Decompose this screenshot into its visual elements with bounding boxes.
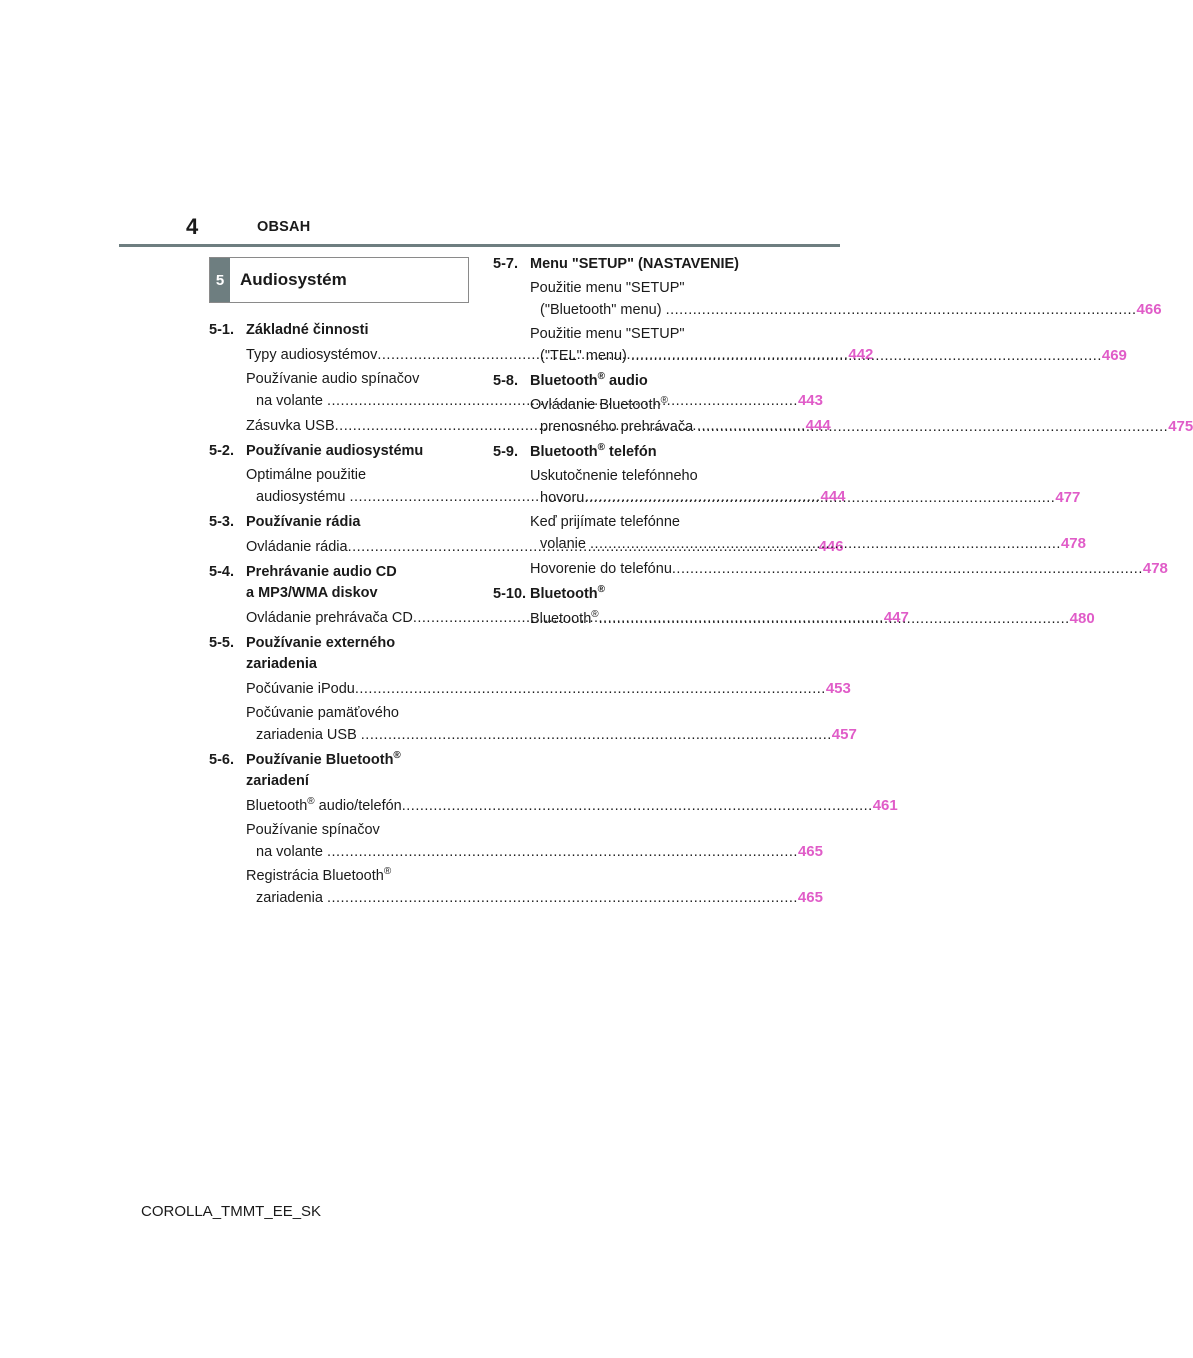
entry-text: zariadenia USB bbox=[256, 727, 361, 743]
page-link[interactable]: 465 bbox=[797, 889, 823, 906]
dot-leader bbox=[599, 609, 1070, 630]
section-title: Základné činnosti bbox=[246, 322, 369, 338]
entry-text: Keď prijímate telefónne bbox=[530, 514, 680, 530]
section-title: Používanie externého bbox=[246, 635, 396, 651]
page-link[interactable]: 443 bbox=[797, 392, 823, 409]
entry-text: hovoru bbox=[540, 490, 585, 506]
entry-text: Počúvanie pamäťového bbox=[246, 705, 399, 721]
section-title: Bluetooth bbox=[530, 444, 598, 460]
toc-entry[interactable] bbox=[209, 795, 898, 817]
toc-section-5-9 bbox=[493, 442, 763, 463]
footer-document-code: COROLLA_TMMT_EE_SK bbox=[141, 1203, 322, 1220]
section-number: 5-9. bbox=[493, 444, 518, 460]
section-title: a MP3/WMA diskov bbox=[246, 585, 378, 601]
entry-text: Typy audiosystémov bbox=[246, 347, 378, 363]
entry-text: ("TEL" menu) bbox=[540, 348, 631, 364]
section-title: Bluetooth bbox=[530, 373, 598, 389]
section-number: 5-3. bbox=[209, 514, 234, 530]
page-link[interactable]: 444 bbox=[820, 488, 846, 505]
entry-text: Používanie spínačov bbox=[246, 822, 380, 838]
page-link[interactable]: 457 bbox=[831, 726, 857, 743]
entry-text: Zásuvka USB bbox=[246, 418, 335, 434]
dot-leader bbox=[584, 490, 1055, 506]
page-link[interactable]: 442 bbox=[848, 346, 874, 363]
toc-entry[interactable] bbox=[209, 678, 851, 700]
entry-text: Použitie menu "SETUP" bbox=[530, 280, 685, 296]
page-link[interactable]: 469 bbox=[1101, 347, 1127, 364]
running-head: OBSAH bbox=[257, 219, 311, 235]
section-title: zariadení bbox=[246, 773, 309, 789]
entry-text: na volante bbox=[256, 844, 327, 860]
entry-text: Uskutočnenie telefónneho bbox=[530, 468, 698, 484]
entry-text: ("Bluetooth" menu) bbox=[540, 302, 666, 318]
entry-text: Používanie audio spínačov bbox=[246, 371, 420, 387]
entry-text: volanie bbox=[540, 536, 590, 552]
entry-text: Registrácia Bluetooth bbox=[246, 868, 384, 884]
entry-text: Počúvanie iPodu bbox=[246, 681, 355, 697]
dot-leader bbox=[327, 890, 798, 906]
entry-text: Hovorenie do telefónu bbox=[530, 561, 672, 577]
section-number: 5-1. bbox=[209, 322, 234, 338]
entry-text: na volante bbox=[256, 393, 327, 409]
section-number: 5-5. bbox=[209, 635, 234, 651]
page-link[interactable]: 461 bbox=[872, 797, 898, 814]
dot-leader bbox=[402, 796, 873, 817]
registered-mark: ® bbox=[597, 442, 606, 454]
page-link[interactable]: 478 bbox=[1142, 560, 1168, 577]
registered-mark: ® bbox=[393, 750, 401, 762]
section-title: telefón bbox=[605, 444, 657, 460]
section-title: Prehrávanie audio CD bbox=[246, 564, 397, 580]
entry-text: zariadenia bbox=[256, 890, 327, 906]
page-link[interactable]: 447 bbox=[883, 609, 909, 626]
toc-section-5-4 bbox=[209, 562, 479, 604]
section-number: 5-7. bbox=[493, 256, 518, 272]
entry-text: audio/telefón bbox=[314, 798, 402, 814]
section-title: zariadenia bbox=[246, 656, 317, 672]
toc-section-5-5 bbox=[209, 633, 479, 675]
section-title: Používanie Bluetooth bbox=[246, 752, 394, 768]
page-link[interactable]: 446 bbox=[818, 538, 844, 555]
registered-mark: ® bbox=[591, 609, 599, 621]
dot-leader bbox=[361, 727, 832, 743]
toc-entry[interactable] bbox=[209, 866, 823, 909]
entry-text: Ovládanie Bluetooth bbox=[530, 397, 661, 413]
section-number: 5-4. bbox=[209, 564, 234, 580]
registered-mark: ® bbox=[383, 866, 392, 878]
page-link[interactable]: 466 bbox=[1136, 301, 1162, 318]
toc-section-5-1 bbox=[209, 320, 479, 341]
page-link[interactable]: 477 bbox=[1055, 489, 1081, 506]
registered-mark: ® bbox=[597, 584, 606, 596]
entry-text: Použitie menu "SETUP" bbox=[530, 326, 685, 342]
page-link[interactable]: 475 bbox=[1168, 418, 1193, 435]
toc-section-5-3 bbox=[209, 512, 479, 533]
entry-text: prenosného prehrávača bbox=[540, 419, 698, 435]
page-link[interactable]: 478 bbox=[1060, 535, 1086, 552]
section-title: Menu "SETUP" (NASTAVENIE) bbox=[530, 256, 739, 272]
toc-section-5-6 bbox=[209, 750, 479, 792]
registered-mark: ® bbox=[597, 371, 606, 383]
toc-entry[interactable] bbox=[209, 703, 857, 746]
entry-text: Bluetooth bbox=[246, 798, 308, 814]
toc-entry[interactable] bbox=[493, 278, 1162, 321]
dot-leader bbox=[355, 679, 826, 700]
dot-leader bbox=[631, 348, 1102, 364]
chapter-heading-box bbox=[209, 257, 469, 303]
section-number: 5-2. bbox=[209, 443, 234, 459]
section-title: audio bbox=[605, 373, 648, 389]
toc-entry[interactable] bbox=[209, 820, 823, 863]
page-link[interactable]: 480 bbox=[1069, 610, 1095, 627]
toc-section-5-7 bbox=[493, 254, 763, 275]
toc-section-5-8 bbox=[493, 371, 763, 392]
dot-leader bbox=[672, 559, 1143, 580]
toc-section-5-2 bbox=[209, 441, 479, 462]
page-number: 4 bbox=[186, 214, 199, 239]
header-rule bbox=[119, 244, 840, 247]
section-number: 5-8. bbox=[493, 373, 518, 389]
dot-leader bbox=[590, 536, 1061, 552]
chapter-number-tab: 5 bbox=[210, 258, 230, 302]
page-link[interactable]: 465 bbox=[797, 843, 823, 860]
dot-leader bbox=[666, 302, 1137, 318]
chapter-title: Audiosystém bbox=[240, 270, 347, 289]
entry-text: Bluetooth bbox=[530, 611, 592, 627]
toc-entry[interactable] bbox=[493, 558, 1168, 580]
section-title: Používanie rádia bbox=[246, 514, 361, 530]
registered-mark: ® bbox=[660, 395, 668, 407]
toc-section-5-10 bbox=[493, 584, 763, 605]
dot-leader bbox=[327, 844, 798, 860]
dot-leader bbox=[697, 419, 1168, 435]
entry-text: audiosystému bbox=[256, 489, 350, 505]
entry-text: Optimálne použitie bbox=[246, 467, 367, 483]
page-link[interactable]: 444 bbox=[805, 417, 831, 434]
registered-mark: ® bbox=[307, 796, 315, 808]
section-number: 5-10. bbox=[493, 586, 527, 602]
entry-text: Ovládanie prehrávača CD bbox=[246, 610, 413, 626]
section-title: Bluetooth bbox=[530, 586, 598, 602]
section-number: 5-6. bbox=[209, 752, 234, 768]
section-title: Používanie audiosystému bbox=[246, 443, 424, 459]
page-link[interactable]: 453 bbox=[825, 680, 851, 697]
entry-text: Ovládanie rádia bbox=[246, 539, 348, 555]
